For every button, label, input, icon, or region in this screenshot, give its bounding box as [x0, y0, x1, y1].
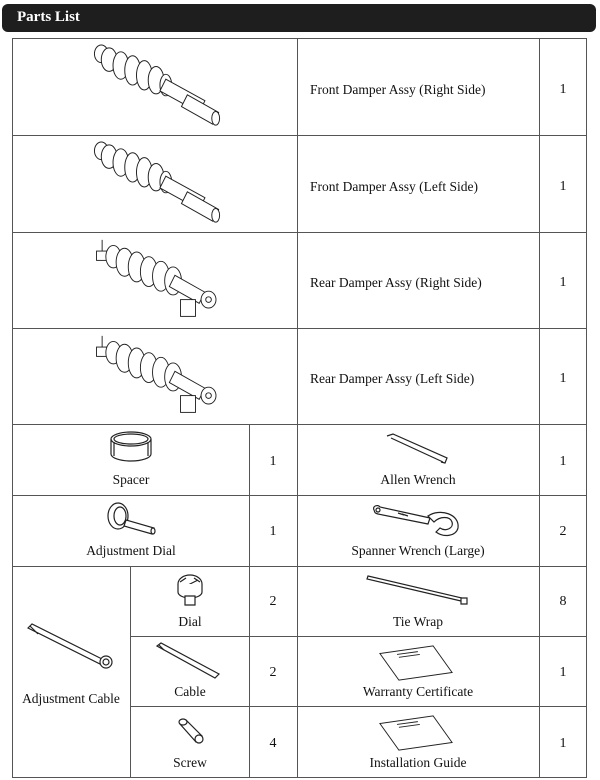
- part-name: Front Damper Assy (Right Side): [310, 82, 486, 97]
- dial-knob-icon: [176, 574, 204, 608]
- part-qty: 1: [559, 179, 567, 194]
- part-qty: 1: [559, 665, 567, 680]
- part-qty: 2: [559, 524, 567, 539]
- part-name: Cable: [174, 684, 206, 699]
- rear-damper-icon: [92, 238, 228, 322]
- part-name: Installation Guide: [369, 755, 467, 770]
- part-name: Screw: [173, 755, 207, 770]
- rear-damper-icon: [92, 334, 228, 418]
- part-qty: 1: [559, 736, 567, 751]
- page-title: Parts List: [17, 9, 80, 25]
- adjustment-dial-icon: [106, 500, 158, 538]
- adjustment-cable-icon: [26, 622, 116, 670]
- part-qty: 2: [269, 594, 277, 609]
- part-name: Front Damper Assy (Left Side): [310, 179, 478, 194]
- part-qty: 1: [559, 454, 567, 469]
- part-name: Rear Damper Assy (Right Side): [310, 275, 482, 290]
- allen-wrench-icon: [385, 432, 455, 466]
- part-name: Adjustment Cable: [22, 691, 120, 706]
- card-icon: [376, 714, 456, 752]
- part-name: Spanner Wrench (Large): [351, 543, 485, 558]
- part-name: Rear Damper Assy (Left Side): [310, 371, 475, 386]
- part-qty: 8: [559, 594, 567, 609]
- part-cell: [12, 566, 131, 778]
- part-name: Spacer: [112, 472, 150, 487]
- part-qty: 1: [559, 82, 567, 97]
- parts-list-header: [2, 4, 596, 32]
- part-name: Allen Wrench: [380, 472, 456, 487]
- part-qty: 4: [269, 736, 277, 751]
- screw-icon: [176, 718, 204, 746]
- front-damper-icon: [88, 141, 228, 229]
- part-qty: 1: [559, 371, 567, 386]
- part-qty: 1: [269, 454, 277, 469]
- front-damper-icon: [88, 44, 228, 132]
- part-qty: 1: [559, 275, 567, 290]
- part-name: Tie Wrap: [392, 614, 444, 629]
- part-qty: 2: [269, 665, 277, 680]
- part-qty: 1: [269, 524, 277, 539]
- cable-icon: [155, 642, 223, 680]
- part-name: Dial: [178, 614, 202, 629]
- card-icon: [376, 644, 456, 682]
- spanner-wrench-icon: [370, 504, 464, 538]
- spacer-ring-icon: [108, 430, 154, 466]
- part-name: Adjustment Dial: [86, 543, 176, 558]
- part-name: Warranty Certificate: [362, 684, 474, 699]
- tie-wrap-icon: [366, 574, 470, 606]
